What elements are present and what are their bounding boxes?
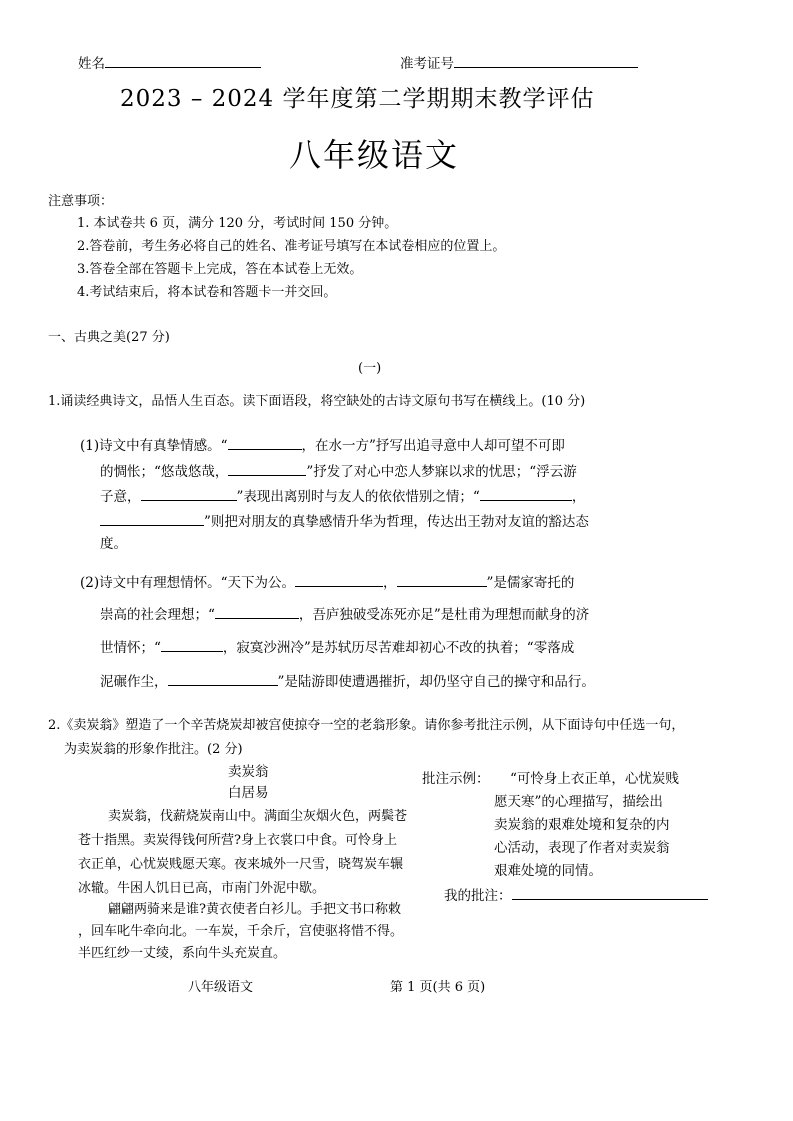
q1-p1-line: (1)诗文中有真挚情感。“ ，在水一方”抒写出追寻意中人却可望不可即 xyxy=(80,434,565,454)
poem-line: 苍十指黑。卖炭得钱何所营?身上衣裳口中食。可怜身上 xyxy=(78,833,397,848)
notice-heading: 注意事项： xyxy=(48,194,114,209)
footer-subject: 八年级语文 xyxy=(188,980,254,995)
section-heading: 一、古典之美(27 分) xyxy=(48,330,170,345)
q1-p2-line: (2)诗文中有理想情怀。“天下为公。 ， ”是儒家寄托的 xyxy=(80,571,574,591)
answer-blank[interactable] xyxy=(100,511,204,526)
q1-p2-line: 泥碾作尘， ”是陆游即使遭遇摧折，却仍坚守自己的操守和品行。 xyxy=(100,670,595,690)
example-line: “可怜身上衣正单，心忧炭贱 xyxy=(510,771,679,787)
my-note-label: 我的批注： xyxy=(444,888,512,904)
answer-blank[interactable] xyxy=(295,572,383,587)
answer-blank[interactable] xyxy=(161,637,223,652)
q1-p1-line: 度。 xyxy=(100,536,127,552)
q1-p1-line: ”则把对朋友的真挚感情升华为哲理，传达出王勃对友谊的豁达态 xyxy=(100,510,589,530)
my-note-blank[interactable] xyxy=(512,885,708,900)
example-line: 艰难处境的同情。 xyxy=(494,863,602,879)
name-blank[interactable] xyxy=(105,53,261,68)
q1-p1-line: 子意， ”表现出离别时与友人的依依惜别之情；“ ， xyxy=(100,485,585,505)
section-sub: (一) xyxy=(358,361,382,376)
name-label: 姓名 xyxy=(78,56,105,72)
poem-line: 翩翩两骑来是谁?黄衣使者白衫儿。手把文书口称敕 xyxy=(108,902,401,917)
my-note-field[interactable] xyxy=(444,884,708,904)
answer-blank[interactable] xyxy=(168,671,278,686)
poem-line: 半匹红纱一丈绫，系向牛头充炭直。 xyxy=(78,946,287,961)
poem-line: ，回车叱牛牵向北。一车炭，千余斤，宫使驱将惜不得。 xyxy=(78,924,404,939)
answer-blank[interactable] xyxy=(228,461,306,476)
answer-blank[interactable] xyxy=(228,435,302,450)
notice-item: 1. 本试卷共 6 页，满分 120 分，考试时间 150 分钟。 xyxy=(77,216,398,231)
answer-blank[interactable] xyxy=(215,604,299,619)
example-line: 愿天寒”的心理描写，描绘出 xyxy=(494,794,663,810)
poem-line: 冰辙。牛困人饥日已高，市南门外泥中歇。 xyxy=(78,881,326,896)
q1-p2-line: 崇高的社会理想；“ ，吾庐独破受冻死亦足”是杜甫为理想而献身的济 xyxy=(100,603,589,623)
answer-blank[interactable] xyxy=(141,486,237,501)
poem-line: 卖炭翁，伐薪烧炭南山中。满面尘灰烟火色，两鬓苍 xyxy=(108,809,408,824)
question-2-stem: 2.《卖炭翁》塑造了一个辛苦烧炭却被宫使掠夺一空的老翁形象。请你参考批注示例，从下面诗句中任选一句， xyxy=(48,718,685,733)
name-field[interactable] xyxy=(78,52,261,72)
question-2-stem: 为卖炭翁的形象作批注。(2 分) xyxy=(64,742,243,757)
notice-item: 2.答卷前，考生务必将自己的姓名、准考证号填写在本试卷相应的位置上。 xyxy=(77,239,506,254)
notice-item: 3.答卷全部在答题卡上完成，答在本试卷上无效。 xyxy=(77,262,363,277)
exam-no-blank[interactable] xyxy=(454,53,638,68)
subject-title: 八年级语文 xyxy=(289,136,460,174)
question-1-stem: 1.诵读经典诗文，品悟人生百态。读下面语段，将空缺处的古诗文原句书写在横线上。(10 分) xyxy=(48,394,586,409)
exam-no-field[interactable] xyxy=(400,52,638,72)
answer-blank[interactable] xyxy=(397,572,487,587)
exam-no-label: 准考证号 xyxy=(400,56,454,72)
example-line: 心活动，表现了作者对卖炭翁 xyxy=(494,840,670,856)
footer-page: 第 1 页(共 6 页) xyxy=(390,980,486,995)
example-label: 批注示例： xyxy=(422,771,490,787)
q1-p2-line: 世情怀；“ ，寂寞沙洲冷”是苏轼历尽苦难却初心不改的执着；“零落成 xyxy=(100,636,574,656)
q1-p1-line: 的惆怅；“悠哉悠哉， ”抒发了对心中恋人梦寐以求的忧思；“浮云游 xyxy=(100,460,577,480)
example-line: 卖炭翁的艰难处境和复杂的内 xyxy=(494,817,670,833)
poem-author: 白居易 xyxy=(228,785,269,801)
notice-item: 4.考试结束后，将本试卷和答题卡一并交回。 xyxy=(77,285,337,300)
exam-title: 2023 – 2024 学年度第二学期期末教学评估 xyxy=(120,86,595,112)
poem-line: 衣正单，心忧炭贱愿天寒。夜来城外一尺雪，晓驾炭车辗 xyxy=(78,857,404,872)
poem-title: 卖炭翁 xyxy=(228,764,269,780)
answer-blank[interactable] xyxy=(480,486,572,501)
